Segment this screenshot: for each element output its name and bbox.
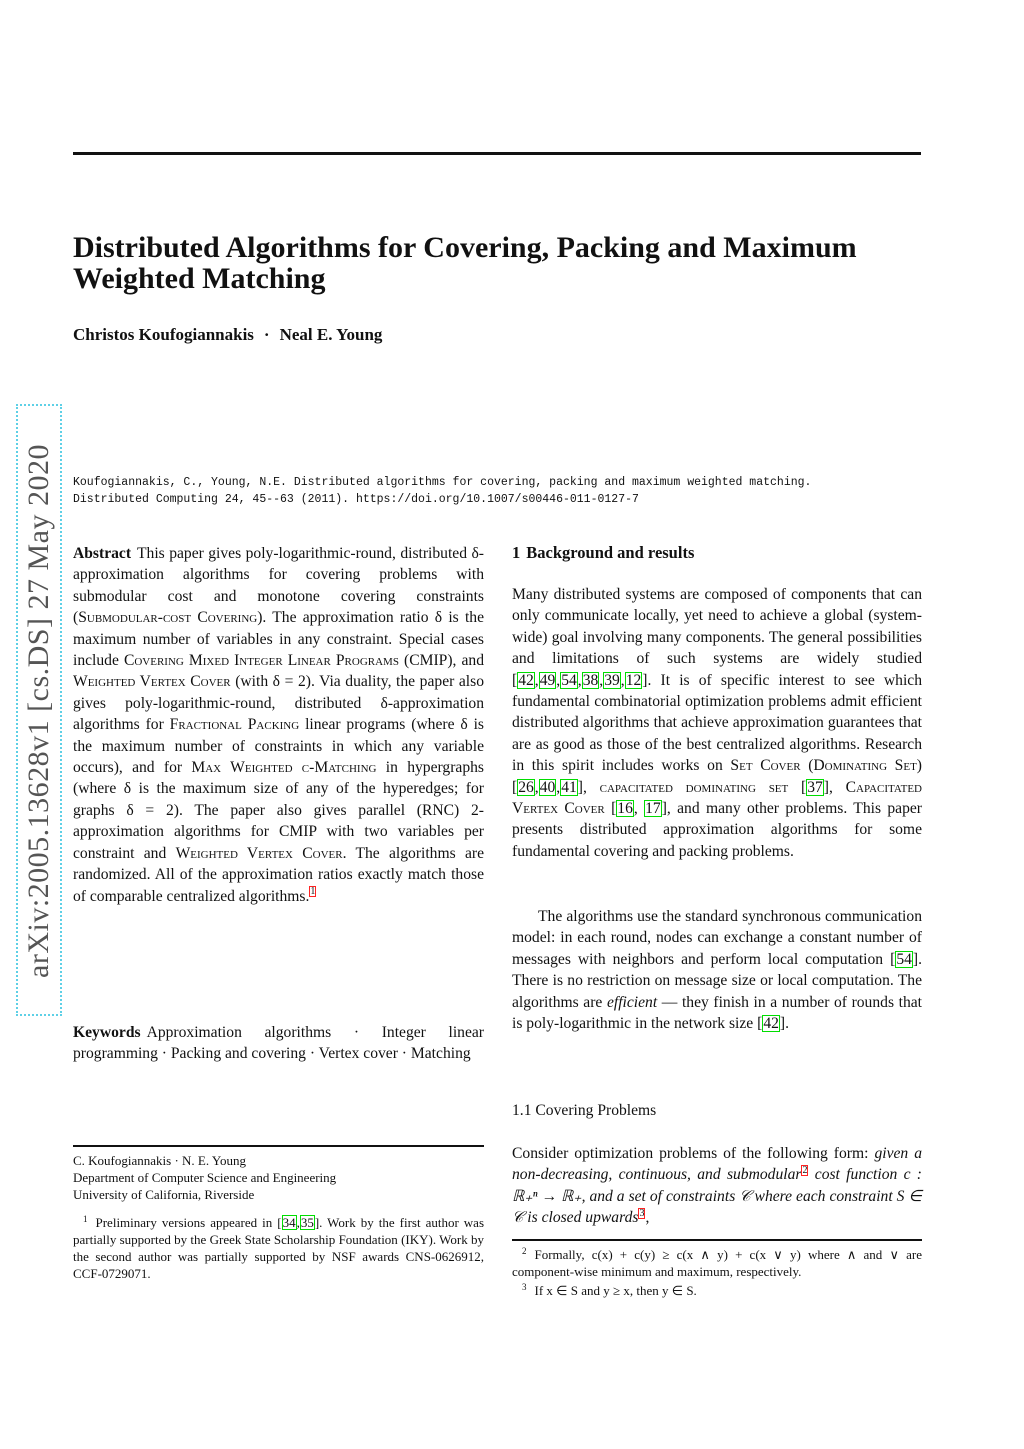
body-paragraph: Consider optimization problems of the following form: given a non-decreasing, continuous, and submodular$^2$ cost function c : ℝ₊ⁿ → ℝ₊, and a set of constraints 𝒞 where each constraint S ∈ 𝒞 is closed upwards$^3$,	[512, 1145, 922, 1227]
citation-link[interactable]: 16	[617, 800, 633, 818]
subsection-heading: 1.1 Covering Problems	[512, 1102, 657, 1119]
citation-link[interactable]: 12	[625, 671, 642, 689]
citation-link[interactable]: 38	[582, 671, 599, 689]
citation-link[interactable]: 37	[807, 778, 823, 796]
footnote-3: $^3$ If x ∈ S and y ≥ x, then y ∈ S.	[522, 1281, 697, 1298]
keywords-text: Approximation algorithms · Integer linear programming · Packing and covering · Vertex cover · Matching	[73, 1024, 484, 1063]
citation-link[interactable]: 54	[896, 950, 912, 968]
footnote-link[interactable]: 3	[639, 1208, 645, 1220]
citation-line: Distributed Computing 24, 45--63 (2011). https://doi.org/10.1007/s00446-011-0127-7	[73, 493, 639, 506]
author-name: Neal E. Young	[279, 325, 383, 344]
citation-link[interactable]: 17	[645, 800, 661, 818]
citation-link[interactable]: 39	[604, 671, 620, 689]
citation-link[interactable]: 41	[561, 778, 577, 796]
citation-block	[73, 474, 933, 508]
citation-link[interactable]: 34	[282, 1215, 296, 1230]
citation-link[interactable]: 26	[518, 778, 534, 796]
paper-title: Distributed Algorithms for Covering, Packing and Maximum Weighted Matching	[73, 231, 857, 295]
author-separator: ·	[263, 325, 270, 344]
footnote-rule	[73, 1145, 484, 1147]
body-paragraph: The algorithms use the standard synchronous communication model: in each round, nodes can exchange a constant number of messages with neighbors and perform local computation [54]. There is no restriction on message size or local computation. The algorithms are efficient — they finish in a number of rounds that is poly-logarithmic in the network size [42].	[512, 908, 922, 1033]
arxiv-stamp[interactable]: arXiv:2005.13628v1 [cs.DS] 27 May 2020	[22, 444, 55, 978]
affiliation: C. Koufogiannakis · N. E. Young Department of Computer Science and Engineering University of California, Riverside	[73, 1153, 337, 1202]
footnote-1: $^1$ Preliminary versions appeared in [34,35]. Work by the first author was partially supported by the Greek State Scholarship Foundation (IKY). Work by the second author was partially supported by NSF awards CNS-0626912, CCF-0729071.	[73, 1213, 485, 1281]
top-rule	[73, 152, 921, 155]
keywords	[73, 1022, 484, 1065]
citation-link[interactable]: 49	[539, 671, 556, 689]
citation-link[interactable]: 42	[518, 671, 534, 689]
citation-link[interactable]: 42	[763, 1015, 779, 1033]
keywords-label: Keywords	[73, 1024, 141, 1041]
footnote-rule	[512, 1239, 922, 1241]
citation-link[interactable]: 54	[561, 671, 577, 689]
section-heading: 1 Background and results	[512, 543, 695, 562]
footnote-2: $^2$ Formally, c(x) + c(y) ≥ c(x ∧ y) + c(x ∨ y) where ∧ and ∨ are component-wise minimum and maximum, respectively.	[512, 1245, 922, 1279]
footnote-link[interactable]: 1	[310, 886, 316, 898]
author-list	[73, 325, 382, 345]
footnote-link[interactable]: 2	[802, 1165, 808, 1177]
abstract-label: Abstract	[73, 545, 132, 562]
citation-link[interactable]: 35	[300, 1215, 314, 1230]
citation-line: Koufogiannakis, C., Young, N.E. Distributed algorithms for covering, packing and maximum weighted matching.	[73, 476, 812, 489]
citation-link[interactable]: 40	[539, 778, 556, 796]
author-name: Christos Koufogiannakis	[73, 325, 254, 344]
body-paragraph: Many distributed systems are composed of components that can only communicate locally, yet need to achieve a global (system-wide) goal involving many components. The general possibilities and limitations of such systems are widely studied [42,49,54,38,39,12]. It is of specific interest to see which fundamental combinatorial optimization problems admit efficient distributed algorithms that achieve approximation guarantees that are as good as those of the best centralized algorithms. Research in this spirit includes works on Set Cover (Dominating Set) [26,40,41], capacitated dominating set [37], Capacitated Vertex Cover [16, 17], and many other problems. This paper presents distributed approximation algorithms for some fundamental covering and packing problems.	[512, 586, 922, 860]
abstract: Abstract This paper gives poly-logarithmic-round, distributed δ-approximation algorithms for covering problems with submodular cost and monotone covering constraints (Submodular-cost Covering). The approximation ratio δ is the maximum number of variables in any constraint. Special cases include Covering Mixed Integer Linear Programs (CMIP), and Weighted Vertex Cover (with δ = 2). Via duality, the paper also gives poly-logarithmic-round, distributed δ-approximation algorithms for Fractional Packing linear programs (where δ is the maximum number of constraints in which any variable occurs), and for Max Weighted c-Matching in hypergraphs (where δ is the maximum size of any of the hyperedges; for graphs δ = 2). The paper also gives parallel (RNC) 2-approximation algorithms for CMIP with two variables per constraint and Weighted Vertex Cover. The algorithms are randomized. All of the approximation ratios exactly match those of comparable centralized algorithms.$^1$	[73, 545, 485, 905]
